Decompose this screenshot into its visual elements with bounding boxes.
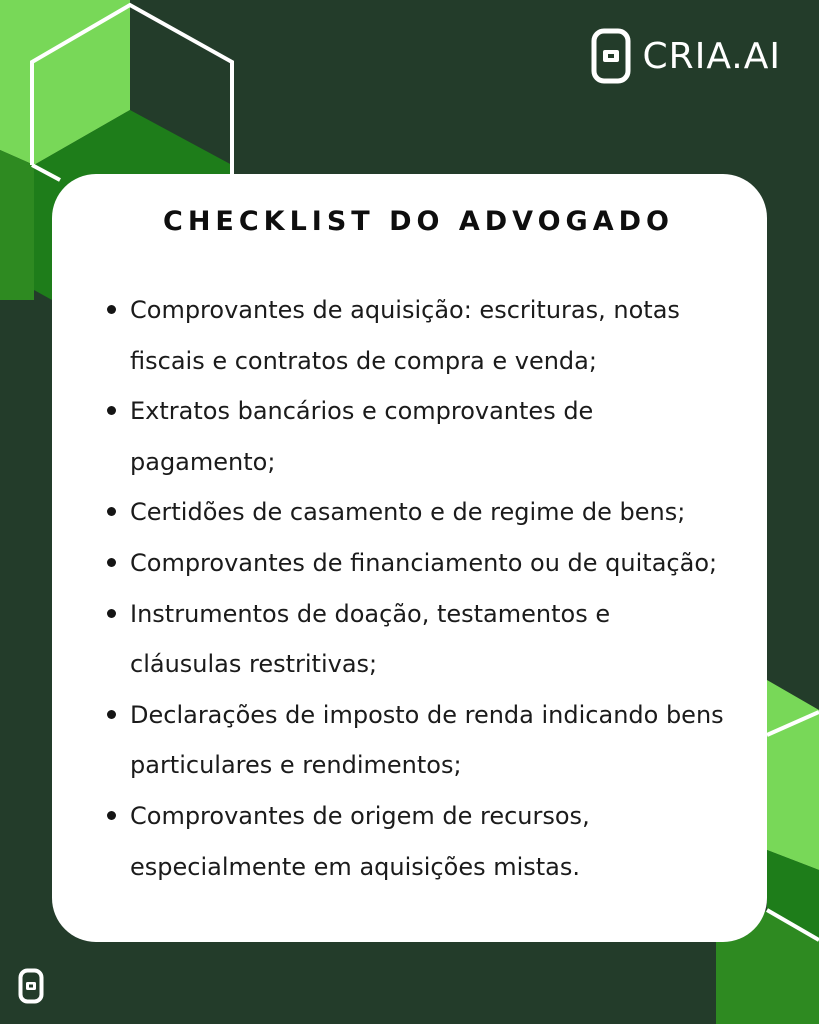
bullet-icon <box>107 811 116 820</box>
checklist-title: CHECKLIST DO ADVOGADO <box>163 206 674 237</box>
cria-ai-small-logo-icon <box>18 968 44 1004</box>
hexagon-bottom-right-light-face <box>767 680 819 870</box>
checklist-item <box>110 386 727 487</box>
checklist-item-text: Comprovantes de aquisição: escrituras, notas fiscais e contratos de compra e venda; <box>130 296 680 375</box>
checklist-item-text: Instrumentos de doação, testamentos e cláusulas restritivas; <box>130 599 611 679</box>
checklist-item-text: Certidões de casamento e de regime de bens; <box>130 498 686 527</box>
checklist-item <box>110 791 727 892</box>
bullet-icon <box>107 507 116 516</box>
brand-name: CRIA.AI <box>642 35 781 77</box>
checklist-item-text: Comprovantes de origem de recursos, especialmente em aquisições mistas. <box>130 801 590 881</box>
checklist-item-text: Comprovantes de financiamento ou de quitação; <box>130 548 718 577</box>
bullet-icon <box>107 710 116 719</box>
checklist-item-text: Extratos bancários e comprovantes de pagamento; <box>130 397 594 476</box>
bullet-icon <box>107 558 116 567</box>
bullet-icon <box>107 305 116 314</box>
cria-ai-logo-icon <box>591 28 631 84</box>
checklist-item <box>110 538 727 589</box>
bullet-icon <box>107 406 116 415</box>
checklist-list <box>110 285 727 892</box>
hexagon-top-left-side-face <box>0 150 34 300</box>
brand-logo <box>591 28 781 84</box>
checklist-item-text: Declarações de imposto de renda indicando bens particulares e rendimentos; <box>130 700 724 780</box>
checklist-card <box>52 174 767 942</box>
checklist-item <box>110 690 727 791</box>
checklist-item <box>110 589 727 690</box>
checklist-item <box>110 487 727 538</box>
bullet-icon <box>107 609 116 618</box>
checklist-item <box>110 285 727 386</box>
